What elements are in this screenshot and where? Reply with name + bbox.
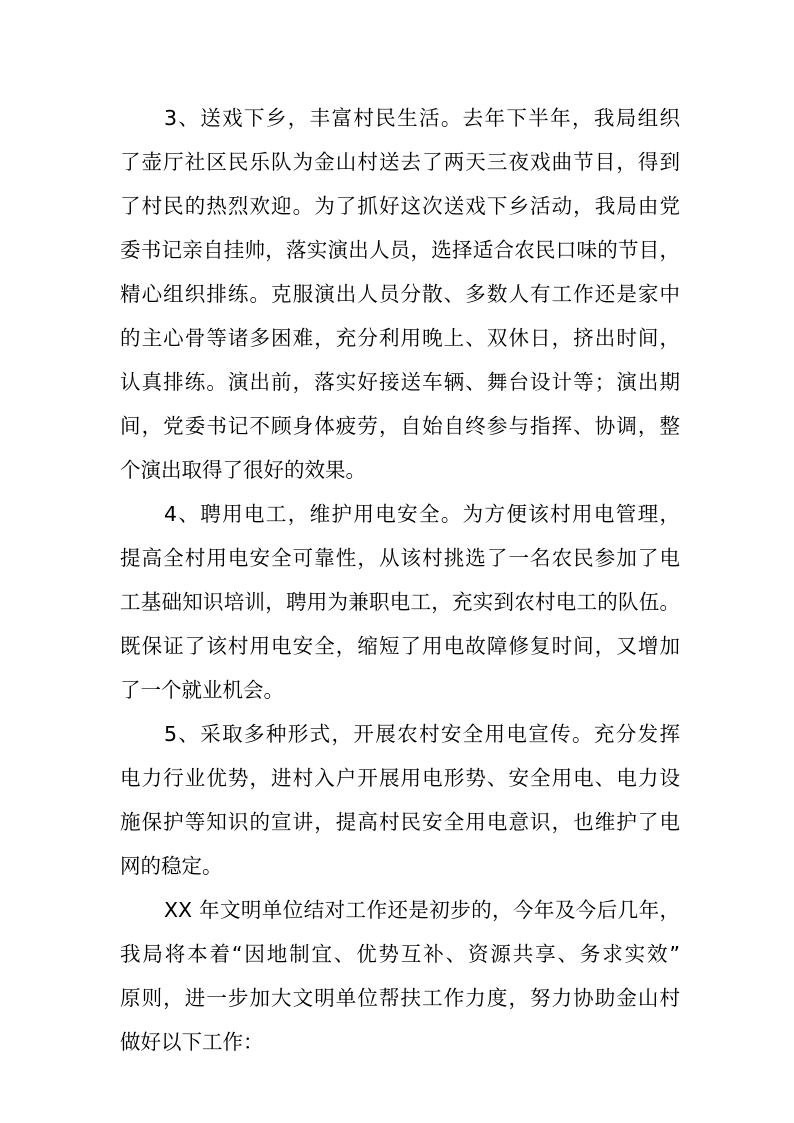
paragraph-1-line-1: 3、送戏下乡，丰富村民生活。去年下半年，我局组织 <box>164 106 680 130</box>
paragraph-2-line-4: 既保证了该村用电安全，缩短了用电故障修复时间，又增加 <box>120 634 680 658</box>
paragraph-1-line-8: 间，党委书记不顾身体疲劳，自始自终参与指挥、协调，整 <box>120 414 680 438</box>
paragraph-4-line-1: XX 年文明单位结对工作还是初步的，今年及今后几年， <box>164 898 680 922</box>
paragraph-1-line-6: 的主心骨等诸多困难，充分利用晚上、双休日，挤出时间， <box>120 326 680 350</box>
paragraph-4-line-3: 原则，进一步加大文明单位帮扶工作力度，努力协助金山村 <box>120 986 680 1010</box>
paragraph-1-line-2: 了壶厅社区民乐队为金山村送去了两天三夜戏曲节目，得到 <box>120 150 680 174</box>
paragraph-3-line-1: 5、采取多种形式，开展农村安全用电宣传。充分发挥 <box>164 722 680 746</box>
paragraph-2-line-1: 4、聘用电工，维护用电安全。为方便该村用电管理， <box>164 502 680 526</box>
paragraph-4-line-4: 做好以下工作： <box>120 1030 264 1054</box>
paragraph-1-line-3: 了村民的热烈欢迎。为了抓好这次送戏下乡活动，我局由党 <box>120 194 680 218</box>
paragraph-2-line-3: 工基础知识培训，聘用为兼职电工，充实到农村电工的队伍。 <box>120 590 680 614</box>
paragraph-2-line-5: 了一个就业机会。 <box>120 678 284 702</box>
paragraph-2-line-2: 提高全村用电安全可靠性，从该村挑选了一名农民参加了电 <box>120 546 680 570</box>
paragraph-1-line-4: 委书记亲自挂帅，落实演出人员，选择适合农民口味的节目， <box>120 238 680 262</box>
paragraph-1-line-5: 精心组织排练。克服演出人员分散、多数人有工作还是家中 <box>120 282 680 306</box>
paragraph-3-line-3: 施保护等知识的宣讲，提高村民安全用电意识，也维护了电 <box>120 810 680 834</box>
paragraph-4-line-2: 我局将本着“因地制宜、优势互补、资源共享、务求实效” <box>120 942 680 966</box>
paragraph-1-line-9: 个演出取得了很好的效果。 <box>120 458 366 482</box>
paragraph-1-line-7: 认真排练。演出前，落实好接送车辆、舞台设计等；演出期 <box>120 370 680 394</box>
paragraph-3-line-2: 电力行业优势，进村入户开展用电形势、安全用电、电力设 <box>120 766 680 790</box>
paragraph-3-line-4: 网的稳定。 <box>120 854 223 878</box>
